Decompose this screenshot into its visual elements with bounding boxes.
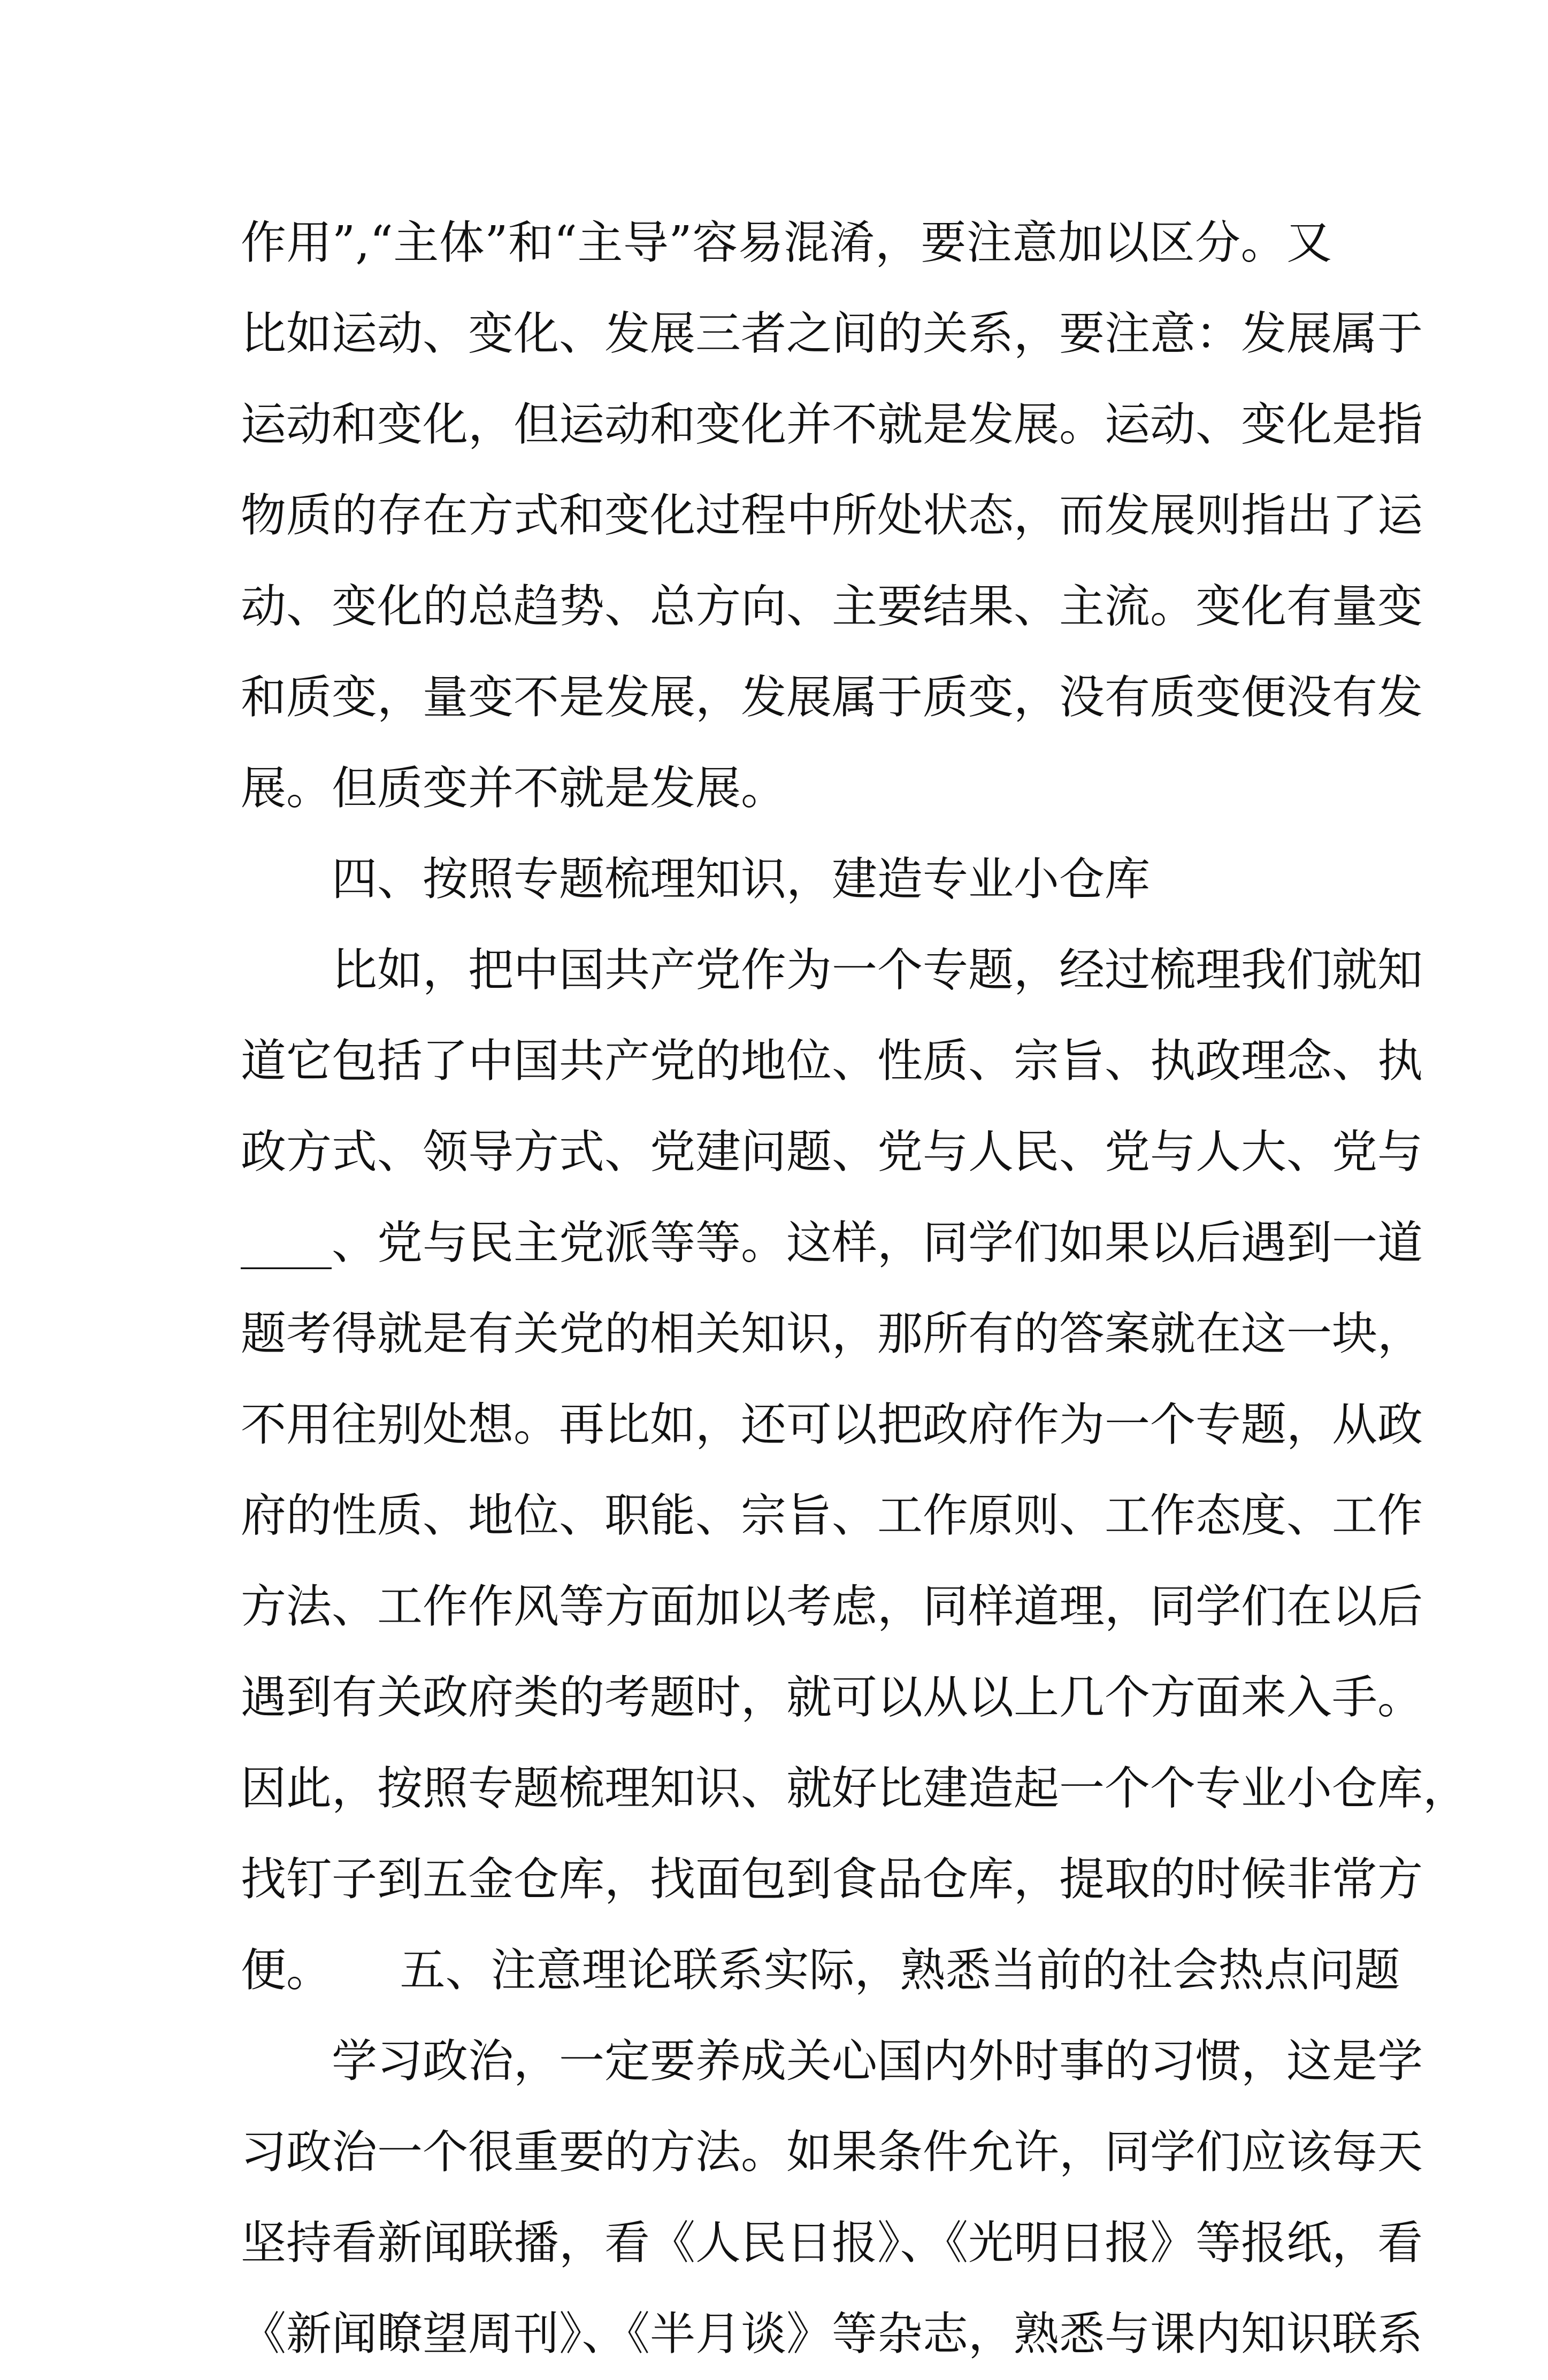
document-body xyxy=(241,198,1469,2380)
paragraph-first-line: 学习政治，一定要养成关心国内外时事的习惯，这是学 xyxy=(332,2035,1423,2088)
text-line: 《新闻瞭望周刊》、《半月谈》等杂志，熟悉与课内知识联系 xyxy=(241,2308,1423,2361)
text-line: ____、党与民主党派等等。这样，同学们如果以后遇到一道 xyxy=(241,1217,1423,1270)
text-line: 道它包括了中国共产党的地位、性质、宗旨、执政理念、执 xyxy=(241,1035,1423,1088)
text-line: 便。 五、注意理论联系实际，熟悉当前的社会热点问题 xyxy=(241,1944,1400,1997)
text-line: 府的性质、地位、职能、宗旨、工作原则、工作态度、工作 xyxy=(241,1490,1423,1542)
text-line: 方法、工作作风等方面加以考虑，同样道理，同学们在以后 xyxy=(241,1580,1423,1633)
paragraph-first-line: 比如，把中国共产党作为一个专题，经过梳理我们就知 xyxy=(332,944,1423,997)
text-line: 题考得就是有关党的相关知识，那所有的答案就在这一块， xyxy=(241,1308,1423,1361)
section-heading: 四、按照专题梳理知识，建造专业小仓库 xyxy=(332,853,1151,906)
text-line: 比如运动、变化、发展三者之间的关系，要注意：发展属于 xyxy=(241,308,1423,360)
text-line: 动、变化的总趋势、总方向、主要结果、主流。变化有量变 xyxy=(241,580,1423,633)
text-line: 和质变，量变不是发展，发展属于质变，没有质变便没有发 xyxy=(241,671,1423,724)
text-line: 找钉子到五金仓库，找面包到食品仓库，提取的时候非常方 xyxy=(241,1853,1423,1906)
text-line: 政方式、领导方式、党建问题、党与人民、党与人大、党与 xyxy=(241,1126,1423,1179)
text-line: 物质的存在方式和变化过程中所处状态，而发展则指出了运 xyxy=(241,489,1423,542)
text-line: 因此，按照专题梳理知识、就好比建造起一个个专业小仓库， xyxy=(241,1762,1469,1815)
text-line: 运动和变化，但运动和变化并不就是发展。运动、变化是指 xyxy=(241,398,1423,451)
text-line: 作用”,“主体”和“主导”容易混淆，要注意加以区分。又 xyxy=(241,217,1332,270)
text-line: 不用往别处想。再比如，还可以把政府作为一个专题，从政 xyxy=(241,1399,1423,1452)
text-line: 展。但质变并不就是发展。 xyxy=(241,762,787,815)
text-line: 遇到有关政府类的考题时，就可以从以上几个方面来入手。 xyxy=(241,1671,1423,1724)
text-line: 习政治一个很重要的方法。如果条件允许，同学们应该每天 xyxy=(241,2126,1423,2179)
text-line: 坚持看新闻联播，看《人民日报》、《光明日报》等报纸，看 xyxy=(241,2217,1423,2270)
